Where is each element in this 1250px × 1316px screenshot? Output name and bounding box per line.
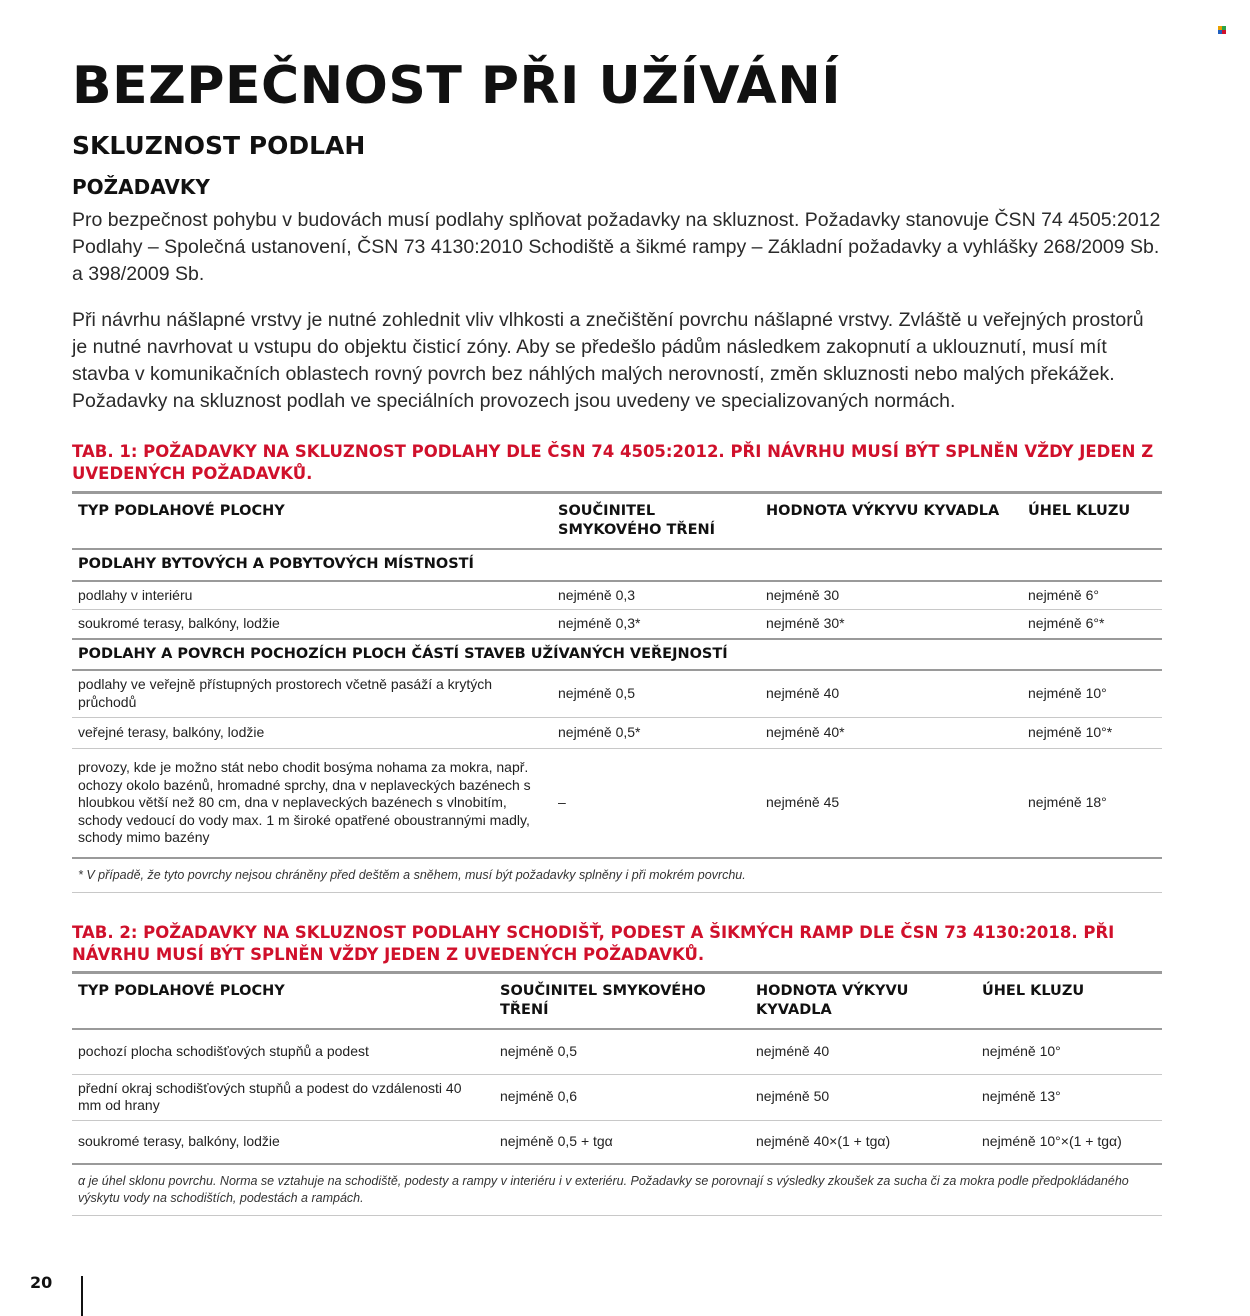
cell-angle: nejméně 6° bbox=[1028, 586, 1099, 603]
table-row bbox=[72, 581, 1162, 610]
table-row bbox=[72, 1029, 1162, 1074]
table1-section-row bbox=[72, 639, 1162, 671]
color-marker-icon bbox=[1218, 26, 1226, 34]
table2-caption: TAB. 2: POŽADAVKY NA SKLUZNOST PODLAHY SCHODIŠŤ, PODEST A ŠIKMÝCH RAMP DLE ČSN 73 4130:2018. PŘI NÁVRHU MUSÍ BÝT SPLNĚN VŽDY JEDEN Z UVEDENÝCH POŽADAVKŮ. bbox=[72, 923, 1115, 964]
table-row bbox=[72, 1074, 1162, 1120]
cell-pendulum: nejméně 30* bbox=[766, 615, 845, 631]
table2-footnote: α je úhel sklonu povrchu. Norma se vztahuje na schodiště, podesty a rampy v interiéru i v exteriéru. Požadavky se porovnají s výsledky zkoušek za sucha či za mokra podle předpokládaného výskytu vody na schodištích, podestách a rampách. bbox=[72, 1164, 1162, 1216]
table1-header-row bbox=[72, 493, 1162, 550]
table1-footnote-row bbox=[72, 858, 1162, 893]
section-heading: POŽADAVKY bbox=[72, 175, 210, 199]
page-title: BEZPEČNOST PŘI UŽÍVÁNÍ bbox=[72, 56, 842, 116]
page-number: 20 bbox=[30, 1273, 53, 1292]
cell-type: veřejné terasy, balkóny, lodžie bbox=[78, 723, 265, 740]
cell-angle: nejméně 13° bbox=[982, 1088, 1061, 1105]
cell-angle: nejméně 10°* bbox=[1028, 723, 1113, 740]
cell-pendulum: nejméně 40 bbox=[756, 1043, 830, 1059]
table-row bbox=[72, 670, 1162, 717]
table2-header-type: TYP PODLAHOVÉ PLOCHY bbox=[78, 983, 285, 999]
cell-friction: nejméně 0,6 bbox=[500, 1088, 578, 1105]
cell-friction: nejméně 0,5* bbox=[558, 723, 641, 740]
page-subtitle: SKLUZNOST PODLAH bbox=[72, 131, 366, 160]
table1-header-type: TYP PODLAHOVÉ PLOCHY bbox=[78, 503, 285, 519]
cell-type: podlahy ve veřejně přístupných prostorech včetně pasáží a krytých průchodů bbox=[78, 676, 492, 710]
cell-pendulum: nejméně 40* bbox=[766, 723, 845, 740]
cell-friction: nejméně 0,3 bbox=[558, 586, 636, 603]
table2-footnote-row bbox=[72, 1164, 1162, 1216]
cell-type: přední okraj schodišťových stupňů a podest do vzdálenosti 40 mm od hrany bbox=[78, 1079, 462, 1113]
cell-type: provozy, kde je možno stát nebo chodit bosýma nohama za mokra, např. ochozy okolo bazénů, hromadné sprchy, dna v neplaveckých bazénech s hloubkou větší než 80 cm, dna v neplaveckých bazénech s vlnobitím, schody vedoucí do vody max. 1 m široké opatřené oboustrannými madly, schody mimo bazény bbox=[78, 759, 531, 845]
page-divider bbox=[81, 1276, 83, 1316]
cell-pendulum: nejméně 40 bbox=[766, 685, 840, 701]
table2-header-friction: SOUČINITEL SMYKOVÉHO TŘENÍ bbox=[500, 983, 706, 1018]
cell-angle: nejméně 10° bbox=[982, 1043, 1061, 1059]
table1-header-friction: SOUČINITEL SMYKOVÉHO TŘENÍ bbox=[558, 503, 716, 538]
cell-pendulum: nejméně 45 bbox=[766, 794, 840, 810]
cell-friction: nejméně 0,5 bbox=[500, 1043, 578, 1059]
table2-header-row bbox=[72, 973, 1162, 1030]
table1-section-row bbox=[72, 549, 1162, 581]
cell-angle: nejméně 10°×(1 + tgα) bbox=[982, 1133, 1122, 1149]
cell-angle: nejméně 6°* bbox=[1028, 615, 1105, 631]
cell-type: soukromé terasy, balkóny, lodžie bbox=[78, 1133, 280, 1149]
table1-caption: TAB. 1: POŽADAVKY NA SKLUZNOST PODLAHY DLE ČSN 74 4505:2012. PŘI NÁVRHU MUSÍ BÝT SPLNĚN VŽDY JEDEN Z UVEDENÝCH POŽADAVKŮ. bbox=[72, 442, 1154, 483]
table-row bbox=[72, 610, 1162, 639]
table2 bbox=[72, 971, 1162, 1216]
table1-header-pendulum: HODNOTA VÝKYVU KYVADLA bbox=[766, 503, 1000, 519]
cell-pendulum: nejméně 50 bbox=[756, 1088, 830, 1105]
design-paragraph: Při návrhu nášlapné vrstvy je nutné zohlednit vliv vlhkosti a znečištění povrchu nášlapné vrstvy. Zvláště u veřejných prostorů je nutné navrhovat u vstupu do objektu čisticí zóny. Aby se předešlo pádům následkem zakopnutí a uklouznutí, musí mít stavba v komunikačních oblastech rovný povrch bez náhlých malých nerovností, změn skluznosti nebo malých překážek. Požadavky na skluznost podlah ve speciálních provozech jsou uvedeny ve specializovaných normách. bbox=[72, 309, 1144, 412]
table2-header-angle: ÚHEL KLUZU bbox=[982, 983, 1085, 999]
table2-header-pendulum: HODNOTA VÝKYVU KYVADLA bbox=[756, 983, 909, 1018]
table1-footnote: * V případě, že tyto povrchy nejsou chráněny před deštěm a sněhem, musí být požadavky splněny i při mokrém povrchu. bbox=[72, 858, 1162, 893]
intro-paragraph: Pro bezpečnost pohybu v budovách musí podlahy splňovat požadavky na skluznost. Požadavky stanovuje ČSN 74 4505:2012 Podlahy – Společná ustanovení, ČSN 73 4130:2010 Schodiště a šikmé rampy – Základní požadavky a vyhlášky 268/2009 Sb. a 398/2009 Sb. bbox=[72, 209, 1161, 285]
cell-friction: nejméně 0,5 + tgα bbox=[500, 1133, 613, 1149]
table1-section-label: PODLAHY BYTOVÝCH A POBYTOVÝCH MÍSTNOSTÍ bbox=[72, 549, 1162, 581]
table1 bbox=[72, 491, 1162, 893]
cell-friction: nejméně 0,3* bbox=[558, 615, 641, 631]
cell-angle: nejméně 18° bbox=[1028, 794, 1107, 810]
table-row bbox=[72, 717, 1162, 748]
cell-type: soukromé terasy, balkóny, lodžie bbox=[78, 615, 280, 631]
table1-header-angle: ÚHEL KLUZU bbox=[1028, 503, 1131, 519]
table-row bbox=[72, 1120, 1162, 1164]
table-row bbox=[72, 748, 1162, 858]
cell-angle: nejméně 10° bbox=[1028, 685, 1107, 701]
cell-pendulum: nejméně 30 bbox=[766, 586, 840, 603]
cell-pendulum: nejméně 40×(1 + tgα) bbox=[756, 1133, 891, 1149]
cell-friction: – bbox=[558, 794, 566, 810]
table1-section-label: PODLAHY A POVRCH POCHOZÍCH PLOCH ČÁSTÍ STAVEB UŽÍVANÝCH VEŘEJNOSTÍ bbox=[72, 639, 1162, 671]
cell-type: pochozí plocha schodišťových stupňů a podest bbox=[78, 1043, 369, 1059]
cell-type: podlahy v interiéru bbox=[78, 586, 193, 603]
cell-friction: nejméně 0,5 bbox=[558, 685, 636, 701]
